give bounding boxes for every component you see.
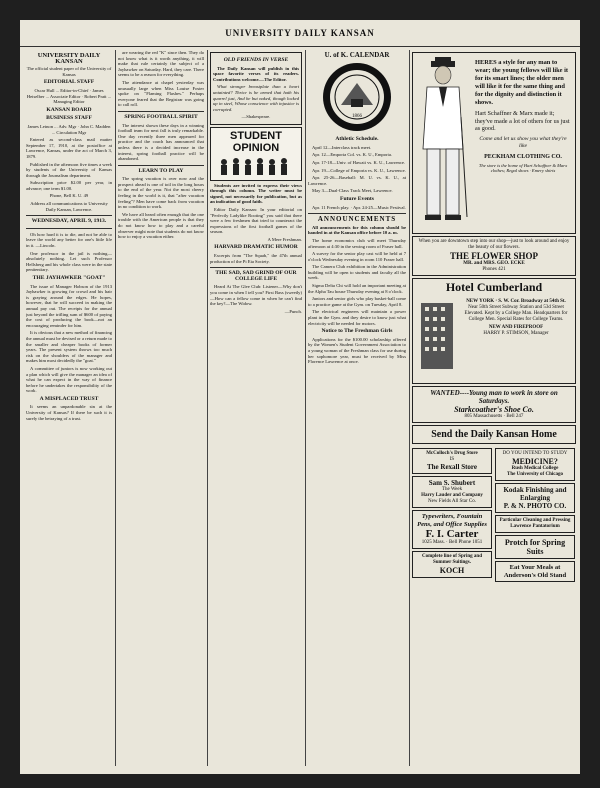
schedule-item: May 3—Dual-Class Track Meet, Lawrence. (312, 188, 393, 194)
flower-name: THE FLOWER SHOP (449, 251, 538, 261)
chicago-univ: The University of Chicago (507, 472, 563, 477)
article-text: Applications for the $100.00 scholarship offered by the Women's Student Government Association to a young woman of the Freshman class for use during her sophomore year, must be received by Miss Florence Lawrence at once. (308, 336, 406, 365)
column-5-ads (412, 50, 576, 766)
announcement: Juniors and senior girls who play basket-ball come to a practice game at the Gym. on Tuesday, April 8. (308, 296, 406, 307)
article-signature: —Punch. (284, 308, 302, 314)
cleaning-text: Particular Cleaning and Pressing (499, 518, 571, 523)
article-heading: THE SAD, SAD GRIND OF OUR COLLEGE LIFE (215, 270, 297, 282)
rush-college: Rush Medical College (511, 466, 559, 471)
article-text: The spring vacation is over now and the prospect ahead is one of toil in the long hours to the end of the year. Not the most cheery feeling in the world is it, that "after vacation feeling"? Men have come back from vacation in no condition to work. (118, 176, 204, 210)
divider (26, 228, 112, 229)
hs-store: PECKHAM CLOTHING CO. (484, 153, 562, 160)
article-heading: SPRING FOOTBALL SPIRIT (124, 113, 198, 120)
schedule-heading: Athletic Schedule. (335, 136, 379, 143)
hotel-new: NEW AND FIREPROOF (488, 325, 544, 330)
carter-address: 1025 Mass. · Bell Phone 1051 (421, 540, 483, 546)
mcc-name: McColloch's Drug Store (426, 451, 478, 456)
carter-types: Typewriters, Fountain Pens, and Office Supplies (417, 513, 487, 528)
verse-text: What stronger breastplate than a heart untainted? Thrice is he armed that hath his quarrel just, And he but naked, though locked up in steel, Whose conscience with injustice is corrupted. (213, 84, 299, 112)
calendar-title: U. of K. CALENDAR (324, 51, 390, 59)
kodak-title: Kodak Finishing and Enlarging (503, 486, 567, 502)
article-heading: THE JAYHAWKER "GOAT" (32, 275, 106, 281)
announcement: Sigma Delta Chi will hold an important meeting at the Alpha Tau house Thursday evening at 8 o'clock. (308, 283, 406, 294)
koch-ad (412, 551, 492, 578)
opinion-note: Students are invited to express their views through this column. The writer must be signed, not necessarily for publication, but as an indication of good faith. (210, 182, 302, 205)
hotel-building-icon (419, 299, 455, 369)
column-4 (308, 50, 406, 766)
column-1 (26, 50, 112, 766)
verse-attribution: —Shakespeare. (241, 114, 271, 120)
pantatorium-name: Lawrence Pantatorium (510, 524, 560, 529)
pantatorium-ad (495, 515, 575, 533)
published-note: Published in the afternoon five times a week by students of the University of Kansas through the Journalism department. (26, 161, 112, 178)
subscription-note: Subscription price $2.00 per year, in advance; one term $1.00. (26, 180, 112, 191)
board-header: KANSAN BOARD (46, 106, 92, 113)
hotel-title: Hotel Cumberland (445, 280, 543, 294)
opinion-title: OPINION (232, 141, 280, 154)
medicine-top: DO YOU INTEND TO STUDY (502, 451, 568, 456)
man-in-suit-illustration-icon (417, 57, 469, 225)
article-text: Heard At The Glee Club: Listener—Why don't you come in when I tell you? First Bass (sweetly)—How can a fellow come in when he can't find the key?—The Widow. (210, 284, 302, 307)
student-opinion-banner (210, 127, 302, 181)
divider (118, 111, 204, 112)
editorial-text: Oh how hard it is to die, and not be able to leave the world any better for one's little life in it. —Lincoln. (26, 231, 112, 249)
article-heading: LEARN TO PLAY (138, 167, 184, 174)
address-note: Address all communications to University Daily Kansan, Lawrence. (30, 201, 108, 212)
column-rule (207, 50, 208, 766)
column-rule (409, 50, 410, 766)
opinion-title: STUDENT (230, 129, 282, 142)
carter-name: F. I. Carter (425, 528, 479, 541)
announcement: The Camera Club exhibition in the Administration building will be open to students and faculty all the week. (308, 264, 406, 281)
mccolloch-ad (412, 448, 492, 474)
wanted-ad (412, 386, 576, 423)
article-text: The attendance at chapel yesterday was unusually large when Miss Louise Foster spoke on "Flaming Flashes." Perhaps everyone feared that the Registrar was going to call roll. (118, 79, 204, 108)
crowd-illustration-icon (216, 154, 296, 176)
protch-text: Protch for Spring Suits (504, 538, 566, 556)
hotel-body: Near 50th Street Subway Station and 53d Street Elevated. Kept by a College Man. Headquarters for College Men. Special Rates for College Teams. (464, 305, 568, 322)
send-home-text: Send the Daily Kansan Home (431, 429, 557, 440)
business-list: James Leinon ... Adv. Mgr · John C. Madden ... Circulation Mgr (27, 123, 111, 135)
article-heading: HARVARD DRAMATIC HUMOR (214, 244, 298, 251)
wanted-store: Starkcoather's Shoe Co. (454, 405, 534, 414)
svg-text:1866: 1866 (352, 113, 362, 119)
divider (210, 267, 302, 268)
column-3 (210, 50, 302, 766)
koch-name: KOCH (439, 566, 465, 576)
carter-ad (412, 510, 492, 549)
ad-left-stack (412, 446, 492, 584)
divider (308, 213, 406, 214)
flower-owner: MR. and MRS. GEO. ECKE (463, 261, 525, 266)
hart-schaffner-ad (412, 52, 576, 234)
anderson-text: Eat Your Meals at Anderson's Old Stand (503, 564, 567, 579)
letter-signature: A Mere Freshman. (267, 236, 302, 242)
paper-title: UNIVERSITY DAILY KANSAN (37, 52, 101, 65)
article-heading: Notice to The Freshman Girls (321, 328, 393, 335)
staff-header: EDITORIAL STAFF (43, 79, 95, 86)
issue-date: WEDNESDAY, APRIL 9, 1913. (31, 218, 107, 225)
hs-body: Hart Schaffner & Marx made it; they've made a lot of others for us just as good. (475, 110, 570, 132)
announcement: The home economics club will meet Thursday afternoon at 4:30 in the sewing room of Fraser hall. (308, 237, 406, 249)
verse-box (210, 52, 302, 125)
wanted-title: WANTED----Young man to work in store on Saturdays. (430, 389, 558, 405)
masthead: UNIVERSITY DAILY KANSAN (20, 20, 580, 47)
ad-row (412, 446, 576, 584)
university-seal-icon (321, 61, 393, 133)
rexall-name: The Rexall Store (426, 463, 478, 471)
article-text: It seems an unpardonable sin at the University of Kansas? If there be such it is surely the betraying of a trust. (26, 404, 112, 421)
divider (26, 215, 112, 216)
announcement: The electrical engineers will maintain a power plant in the Gym. and they desire to know just what electricity will be needed for motors. (308, 309, 406, 326)
sam-show: Harry Lauder and Company (421, 493, 483, 498)
send-kansan-home-ad (412, 425, 576, 444)
newspaper-page (20, 20, 580, 774)
flower-phone: Phones 421 (482, 267, 506, 272)
future-list: Apr. 11 French play. · Apr. 24-25—Music Festival. (312, 204, 406, 210)
business-header: BUSINESS STAFF (46, 115, 92, 122)
future-heading: Future Events (340, 195, 374, 202)
column-2 (118, 50, 204, 766)
article-text: are wearing the red "K" since then. They do not know what is it worth anything, it will make that rule certainly the subject of a Jayhawker on Saturday. Hard, they care. There seems to be a reason for everything. (118, 50, 204, 78)
schedule-item: April 12—Interclass track meet. (312, 144, 372, 150)
wanted-address: 805 Massachusetts · Bell 247 (464, 414, 524, 419)
article-heading: A MISPLACED TRUST (39, 395, 99, 402)
sam-name: Sam S. Shubert (428, 479, 476, 487)
kodak-ad (495, 483, 575, 513)
staff-list: Oscar Hull ... Editor-in-Chief · James Heiselber ... Associate Editor · Robert Pratt ... Managing Editor (26, 87, 112, 105)
letter-text: Editor Daily Kansan: In your editorial on "Perfectly Ladylike Rooting" you said that there were a few freshmen that tried to counteract the expressions of the first football games of the season. (210, 206, 302, 235)
column-rule (305, 50, 306, 766)
medicine-ad (495, 448, 575, 481)
hs-call: Come and let us show you what they're like (479, 135, 567, 149)
hotel-manager: HARRY P. STIMSON, Manager (483, 331, 549, 336)
divider (118, 165, 204, 166)
ad-right-stack (495, 446, 575, 584)
announcements-heading: ANNOUNCEMENTS (317, 215, 397, 224)
phone-note: Phone, Bell K. U. 49 (49, 193, 89, 199)
verse-heading: OLD FRIENDS IN VERSE (223, 57, 289, 63)
paper-subtitle: The official student paper of the University of Kansas (26, 66, 112, 77)
flower-shop-ad (412, 236, 576, 276)
medicine-title: MEDICINE? (512, 457, 558, 466)
article-text: It is obvious that a new method of financing the annual must be devised or a return made to the smaller and cheaper books of former years. The present system throws too much risk on the shoulders of the manager and makes him most decidedly the "goat." (26, 330, 112, 364)
editorial-text: One professor in the jail is nothing—absolutely nothing. Let such Professor Hellsberg and his whole class were in the state penitentiary. (26, 250, 112, 273)
pnphoto-name: P. & N. PHOTO CO. (503, 502, 567, 510)
schedule-item: Apr. 19—College of Emporia vs. K. U., Lawrence. (312, 167, 406, 173)
schedule-item: Apr. 25-26—Baseball: M. U. vs. K. U., at Lawrence. (308, 175, 406, 186)
protch-ad (495, 535, 575, 559)
flower-note: When you are downtown step into our shop—just to look around and enjoy the beauty of our flowers. (418, 239, 570, 250)
sam-new-fields: New Fields All Star Co. (428, 499, 476, 504)
column-rule (115, 50, 116, 766)
schedule-item: Apr. 17-18—Univ. of Hawaii vs. K. U., Lawrence. (312, 159, 406, 165)
announcement: A survey for the senior play cast will be held at 7 o'clock Wednesday evening in room 110 Fraser hall. (308, 251, 406, 262)
hotel-city: NEW YORK · S. W. Cor. Broadway at 54th St. (466, 299, 566, 304)
mcc-is: IS (449, 457, 455, 462)
article-text: Excerpts from "The Squab," the 47th annual production of the Pi Eta Society. (210, 253, 302, 264)
seal-wrap (308, 61, 406, 135)
anderson-ad (495, 561, 575, 582)
shubert-ad (412, 476, 492, 508)
koch-text: Complete line of Spring and Summer Suitings. (421, 554, 482, 566)
hs-headline: HERES a style for any man to wear; the young fellows will like it for its smart lines; the older men will like it for the same thing and for the dignity and distinction it shows. (475, 59, 569, 106)
article-text: The issue of Manager Hobson of the 1913 Jayhawker is growing for crowd and his hair is graying around the edges. He hopes, however, that he will succeed in making the annual pay out. The receipts for the annual just beyond the trifling sum of $600 of paying the cost of producing the book—not an encouraging reminder for him. (26, 283, 112, 328)
entered-note: Entered as second-class mail matter September 17, 1910, at the postoffice at Lawrence, Kansas, under the act of March 3, 1879. (26, 137, 112, 159)
announcements-note: All announcements for this column should be handed in at the Kansan office before 10 a. m. (308, 224, 406, 236)
schedule-list (308, 145, 406, 194)
article-text: We have all heard often enough that the one trouble with the American people is that they do not know how to play and a careful observer might note that students do not know how to enjoy a vacation either. (118, 211, 204, 240)
sam-sub: The Week (441, 487, 463, 492)
article-text: A committee of juniors is now working out a plan which will give the manager an idea of what he can expect in the way of finance before he undertakes the responsibility of the work. (26, 365, 112, 394)
hotel-cumberland-ad (412, 278, 576, 384)
article-text: The interest shown these days in a winning football team for next fall is truly remarkable. One day recently three men appeared for practice and the coach has announced that unless there is a decided increase in the interest, spring football practice will be abandoned. (118, 122, 204, 162)
hs-tag: The store is the home of Hart Schaffner & Marx clothes; Regal shoes · Emery shirts (478, 162, 568, 174)
verse-note: The Daily Kansan will publish in this space favorite verses of its readers. Contributions welcome.—The Editor. (213, 65, 299, 82)
schedule-item: Apr. 12—Emporia Col. vs. K. U., Emporia. (312, 152, 392, 158)
